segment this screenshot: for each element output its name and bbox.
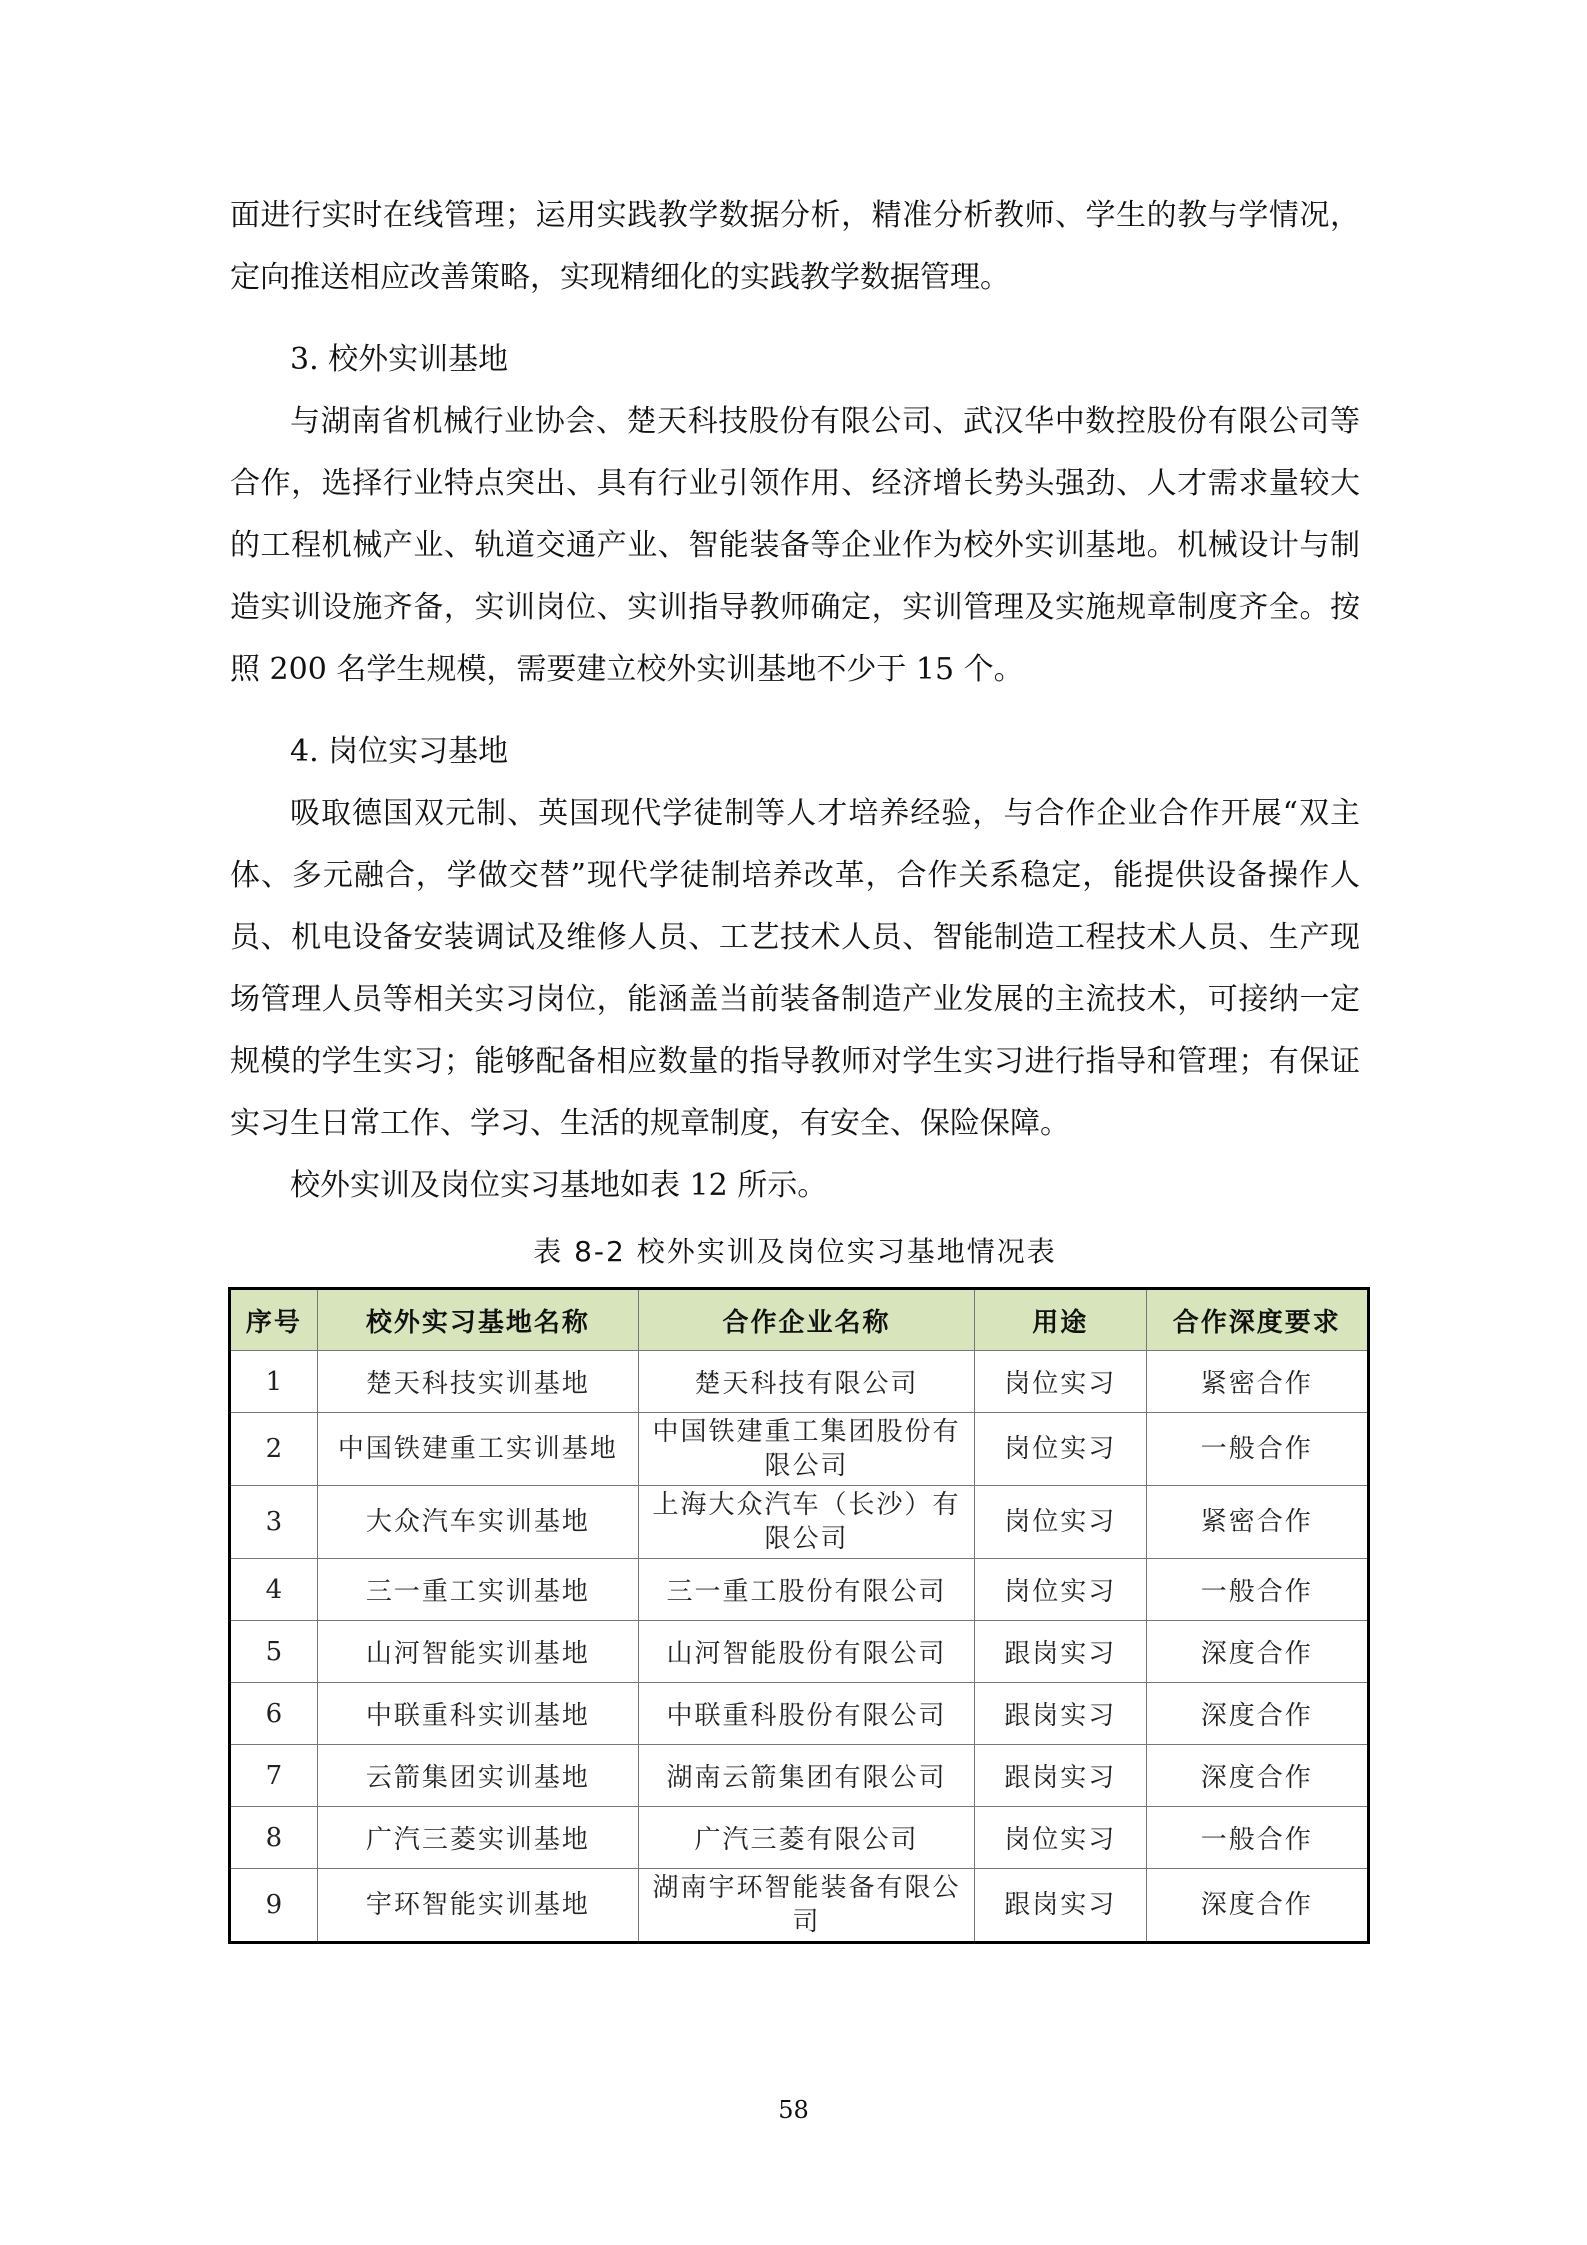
- training-base-table: [228, 1287, 1370, 1944]
- cell-base-name: 山河智能实训基地: [317, 1621, 638, 1683]
- header-purpose: 用途: [975, 1289, 1147, 1351]
- cell-company: 楚天科技有限公司: [638, 1351, 974, 1413]
- cell-base-name: 大众汽车实训基地: [317, 1486, 638, 1559]
- table-row: [230, 1559, 1369, 1621]
- cell-purpose: 岗位实习: [975, 1351, 1147, 1413]
- cell-base-name: 宇环智能实训基地: [317, 1869, 638, 1943]
- table-reference: 校外实训及岗位实习基地如表 12 所示。: [290, 1168, 828, 1203]
- page-number: 58: [778, 2096, 809, 2124]
- cell-cooperation-depth: 深度合作: [1146, 1683, 1368, 1745]
- cell-purpose: 跟岗实习: [975, 1621, 1147, 1683]
- cell-cooperation-depth: 深度合作: [1146, 1621, 1368, 1683]
- cell-cooperation-depth: 一般合作: [1146, 1807, 1368, 1869]
- table-row: [230, 1869, 1369, 1943]
- table-row: [230, 1486, 1369, 1559]
- header-index: 序号: [230, 1289, 318, 1351]
- cell-index: 7: [230, 1745, 318, 1807]
- table-row: [230, 1807, 1369, 1869]
- section-4-paragraph: 吸取德国双元制、英国现代学徒制等人才培养经验，与合作企业合作开展“双主体、多元融合，学做交替”现代学徒制培养改革，合作关系稳定，能提供设备操作人员、机电设备安装调试及维修人员、工艺技术人员、智能制造工程技术人员、生产现场管理人员等相关实习岗位，能涵盖当前装备制造产业发展的主流技术，可接纳一定规模的学生实习；能够配备相应数量的指导教师对学生实习进行指导和管理；有保证实习生日常工作、学习、生活的规章制度，有安全、保险保障。: [230, 796, 1360, 1141]
- cell-company: 湖南云箭集团有限公司: [638, 1745, 974, 1807]
- cell-base-name: 三一重工实训基地: [317, 1559, 638, 1621]
- cell-company: 广汽三菱有限公司: [638, 1807, 974, 1869]
- section-4-heading: 4. 岗位实习基地: [290, 734, 509, 769]
- cell-base-name: 楚天科技实训基地: [317, 1351, 638, 1413]
- cell-cooperation-depth: 深度合作: [1146, 1869, 1368, 1943]
- cell-purpose: 岗位实习: [975, 1807, 1147, 1869]
- cell-company: 山河智能股份有限公司: [638, 1621, 974, 1683]
- cell-index: 5: [230, 1621, 318, 1683]
- cell-cooperation-depth: 紧密合作: [1146, 1351, 1368, 1413]
- cell-purpose: 岗位实习: [975, 1559, 1147, 1621]
- section-3-heading: 3. 校外实训基地: [290, 342, 509, 377]
- table-header-row: [230, 1289, 1369, 1351]
- header-base-name: 校外实习基地名称: [317, 1289, 638, 1351]
- cell-base-name: 中国铁建重工实训基地: [317, 1413, 638, 1486]
- cell-cooperation-depth: 深度合作: [1146, 1745, 1368, 1807]
- cell-cooperation-depth: 紧密合作: [1146, 1486, 1368, 1559]
- header-cooperation-depth: 合作深度要求: [1146, 1289, 1368, 1351]
- header-company: 合作企业名称: [638, 1289, 974, 1351]
- cell-index: 2: [230, 1413, 318, 1486]
- cell-purpose: 跟岗实习: [975, 1869, 1147, 1943]
- cell-index: 1: [230, 1351, 318, 1413]
- cell-base-name: 云箭集团实训基地: [317, 1745, 638, 1807]
- section-3-paragraph: 与湖南省机械行业协会、楚天科技股份有限公司、武汉华中数控股份有限公司等合作，选择行业特点突出、具有行业引领作用、经济增长势头强劲、人才需求量较大的工程机械产业、轨道交通产业、智能装备等企业作为校外实训基地。机械设计与制造实训设施齐备，实训岗位、实训指导教师确定，实训管理及实施规章制度齐全。按照 200 名学生规模，需要建立校外实训基地不少于 15 个。: [230, 404, 1360, 687]
- table-row: [230, 1683, 1369, 1745]
- table-row: [230, 1351, 1369, 1413]
- cell-index: 4: [230, 1559, 318, 1621]
- intro-paragraph: 面进行实时在线管理；运用实践教学数据分析，精准分析教师、学生的教与学情况，定向推送相应改善策略，实现精细化的实践教学数据管理。: [230, 198, 1360, 295]
- cell-company: 湖南宇环智能装备有限公司: [638, 1869, 974, 1943]
- cell-base-name: 中联重科实训基地: [317, 1683, 638, 1745]
- cell-company: 中国铁建重工集团股份有限公司: [638, 1413, 974, 1486]
- table-row: [230, 1413, 1369, 1486]
- cell-purpose: 岗位实习: [975, 1413, 1147, 1486]
- cell-purpose: 岗位实习: [975, 1486, 1147, 1559]
- cell-index: 3: [230, 1486, 318, 1559]
- cell-index: 8: [230, 1807, 318, 1869]
- page-content: [230, 185, 1360, 1944]
- cell-company: 中联重科股份有限公司: [638, 1683, 974, 1745]
- cell-base-name: 广汽三菱实训基地: [317, 1807, 638, 1869]
- table-caption: 表 8-2 校外实训及岗位实习基地情况表: [533, 1235, 1057, 1268]
- cell-cooperation-depth: 一般合作: [1146, 1559, 1368, 1621]
- cell-cooperation-depth: 一般合作: [1146, 1413, 1368, 1486]
- table-row: [230, 1745, 1369, 1807]
- cell-company: 上海大众汽车（长沙）有限公司: [638, 1486, 974, 1559]
- cell-company: 三一重工股份有限公司: [638, 1559, 974, 1621]
- table-row: [230, 1621, 1369, 1683]
- cell-index: 9: [230, 1869, 318, 1943]
- cell-purpose: 跟岗实习: [975, 1683, 1147, 1745]
- cell-purpose: 跟岗实习: [975, 1745, 1147, 1807]
- cell-index: 6: [230, 1683, 318, 1745]
